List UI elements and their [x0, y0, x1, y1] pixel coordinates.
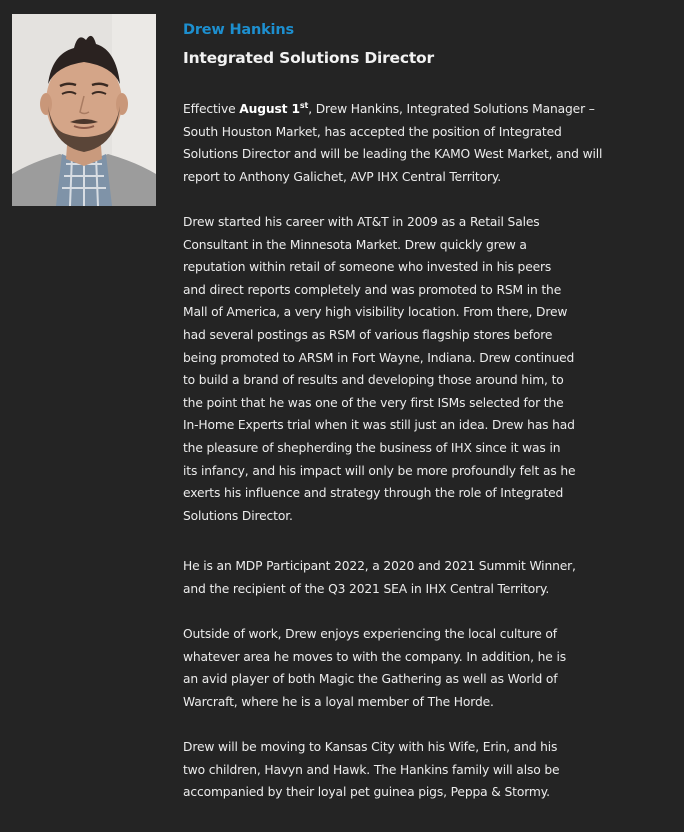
- paragraph-line: Solutions Director.: [183, 508, 293, 523]
- line-rest: , Drew Hankins, Integrated Solutions Manager –: [308, 102, 595, 116]
- paragraph-line: Drew will be moving to Kansas City with his Wife, Erin, and his: [183, 740, 558, 754]
- paragraph-line: accompanied by their loyal pet guinea pigs, Peppa & Stormy.: [183, 785, 550, 800]
- paragraph-line: Solutions Director and will be leading the KAMO West Market, and will: [183, 147, 603, 162]
- paragraph-line: Consultant in the Minnesota Market. Drew quickly grew a: [183, 237, 527, 252]
- bio-paragraph-awards: [183, 555, 576, 600]
- paragraph-line: an avid player of both Magic the Gathering as well as World of: [183, 672, 558, 687]
- paragraph-line: the pleasure of shepherding the business of IHX since it was in: [183, 440, 561, 455]
- portrait-image: [12, 14, 156, 206]
- paragraph-line: Drew started his career with AT&T in 2009 as a Retail Sales: [183, 215, 540, 229]
- bio-paragraph-announcement: [183, 98, 602, 188]
- bio-paragraph-career: [183, 211, 575, 527]
- paragraph-line: to build a brand of results and developing those around him, to: [183, 373, 564, 388]
- paragraph-line: In-Home Experts trial when it was still just an idea. Drew has had: [183, 418, 575, 433]
- paragraph-line: Outside of work, Drew enjoys experiencing the local culture of: [183, 627, 557, 641]
- paragraph-line: reputation within retail of someone who invested in his peers: [183, 260, 552, 275]
- paragraph-line: Mall of America, a very high visibility location. From there, Drew: [183, 305, 568, 320]
- bio-paragraph-personal: [183, 623, 566, 713]
- bio-content: [183, 19, 623, 800]
- paragraph-line: being promoted to ARSM in Fort Wayne, Indiana. Drew continued: [183, 350, 575, 365]
- paragraph-line: and the recipient of the Q3 2021 SEA in IHX Central Territory.: [183, 581, 550, 596]
- paragraph-line: Warcraft, where he is a loyal member of The Horde.: [183, 694, 494, 709]
- paragraph-line: whatever area he moves to with the company. In addition, he is: [183, 649, 566, 664]
- date-text: August 1: [239, 102, 300, 116]
- paragraph-line: report to Anthony Galichet, AVP IHX Central Territory.: [183, 169, 501, 184]
- paragraph-line: two children, Havyn and Hawk. The Hankins family will also be: [183, 762, 560, 777]
- line-prefix: Effective: [183, 102, 240, 116]
- paragraph-line: [183, 98, 602, 121]
- paragraph-line: He is an MDP Participant 2022, a 2020 and 2021 Summit Winner,: [183, 559, 576, 573]
- paragraph-line: and direct reports completely and was promoted to RSM in the: [183, 282, 562, 297]
- profile-photo: [12, 14, 156, 206]
- effective-date: [239, 102, 308, 116]
- paragraph-line: its infancy, and his impact will only be more profoundly felt as he: [183, 463, 576, 478]
- paragraph-line: South Houston Market, has accepted the position of Integrated: [183, 124, 562, 139]
- person-name: Drew Hankins: [183, 22, 294, 38]
- paragraph-line: the point that he was one of the very first ISMs selected for the: [183, 395, 564, 410]
- date-ordinal: st: [299, 100, 309, 110]
- paragraph-line: had several postings as RSM of various flagship stores before: [183, 327, 553, 342]
- bio-paragraph-family: [183, 736, 559, 804]
- paragraph-line: exerts his influence and strategy through the role of Integrated: [183, 486, 564, 501]
- job-title: Integrated Solutions Director: [183, 49, 434, 67]
